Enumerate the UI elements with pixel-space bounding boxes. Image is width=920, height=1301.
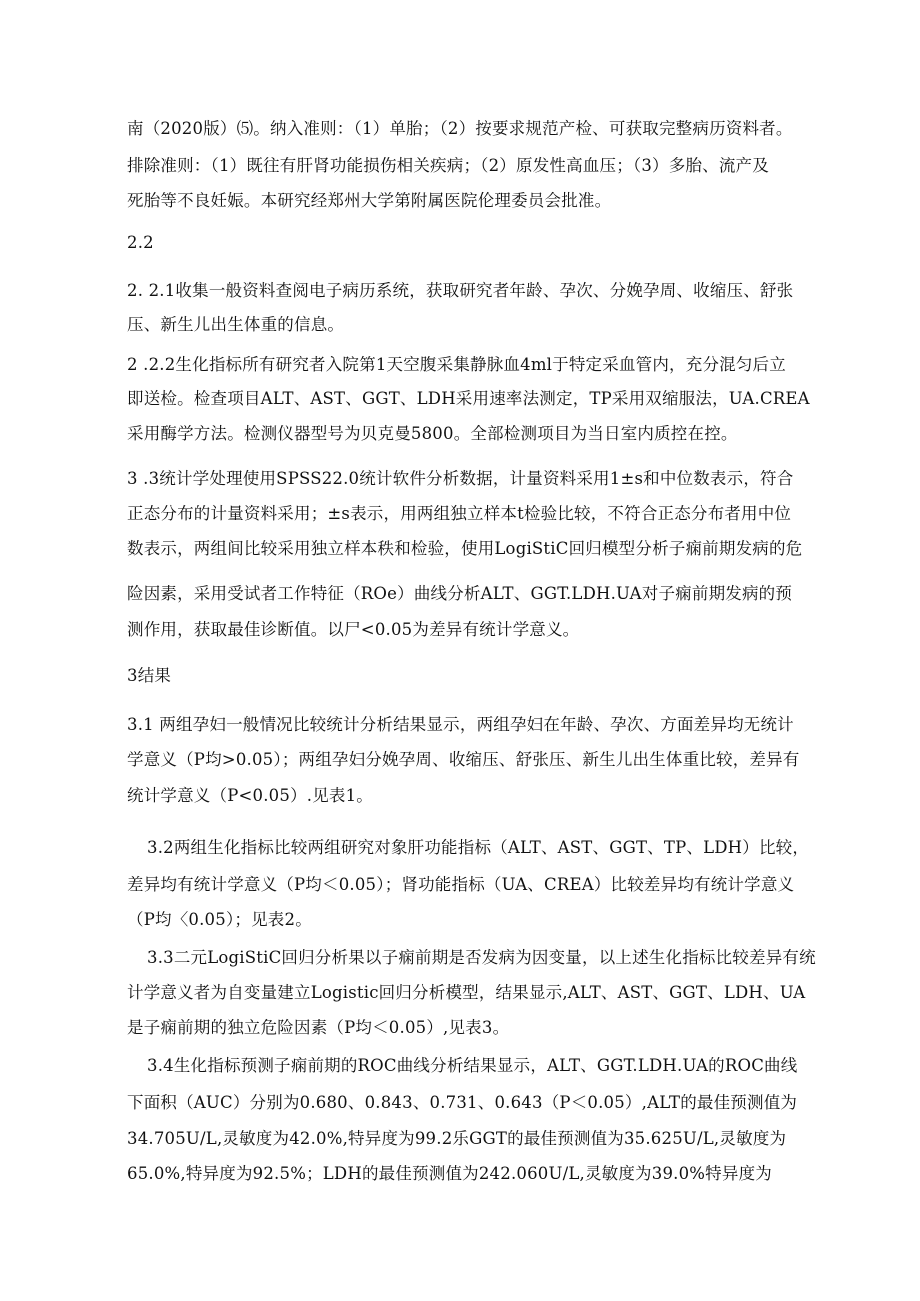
text-line: 65.0%,特异度为92.5%；LDH的最佳预测值为242.060U/L,灵敏度为39.0%特异度为 bbox=[127, 1164, 772, 1183]
text-line: （P均〈0.05）；见表2。 bbox=[127, 910, 312, 929]
text-line: 压、新生儿出生体重的信息。 bbox=[127, 315, 345, 334]
text-line: 3.4生化指标预测子痫前期的ROC曲线分析结果显示，ALT、GGT.LDH.UA的ROC曲线 bbox=[147, 1056, 798, 1075]
text-line: 34.705U/L,灵敏度为42.0%,特异度为99.2乐GGT的最佳预测值为35.625U/L,灵敏度为 bbox=[127, 1129, 787, 1148]
text-line: 死胎等不良妊娠。本研究经郑州大学第附属医院伦理委员会批准。 bbox=[127, 191, 612, 210]
text-line: 2 .2.2生化指标所有研究者入院第1天空腹采集静脉血4ml于特定采血管内，充分混匀后立 bbox=[127, 355, 786, 374]
text-line: 差异均有统计学意义（P均＜0.05）；肾功能指标（UA、CREA）比较差异均有统计学意义 bbox=[127, 875, 795, 894]
text-line: 3.1 两组孕妇一般情况比较统计分析结果显示，两组孕妇在年龄、孕次、方面差异均无统计 bbox=[127, 715, 794, 734]
text-line: 下面积（AUC）分别为0.680、0.843、0.731、0.643（P＜0.05）,ALT的最佳预测值为 bbox=[127, 1093, 798, 1112]
text-line: 3.3二元LogiStiC回归分析果以子痫前期是否发病为因变量，以上述生化指标比较差异有统 bbox=[147, 948, 816, 967]
section-heading: 3结果 bbox=[127, 666, 172, 685]
text-line: 南（2020版）⑸。纳入准则：（1）单胎；（2）按要求规范产检、可获取完整病历资料者。 bbox=[127, 119, 793, 138]
text-line: 采用酶学方法。检测仪器型号为贝克曼5800。全部检测项目为当日室内质控在控。 bbox=[127, 424, 738, 443]
text-line: 学意义（P均>0.05）；两组孕妇分娩孕周、收缩压、舒张压、新生儿出生体重比较，差异有 bbox=[127, 750, 800, 769]
text-line: 2. 2.1收集一般资料查阅电子病历系统，获取研究者年龄、孕次、分娩孕周、收缩压、舒张 bbox=[127, 281, 794, 300]
text-line: 即送检。检查项目ALT、AST、GGT、LDH采用速率法测定，TP采用双缩服法，UA.CREA bbox=[127, 389, 810, 408]
text-line: 正态分布的计量资料采用；±s表示，用两组独立样本t检验比较，不符合正态分布者用中位 bbox=[127, 504, 792, 523]
text-line: 3.2两组生化指标比较两组研究对象肝功能指标（ALT、AST、GGT、TP、LDH）比较， bbox=[147, 838, 810, 857]
text-line: 排除准则：（1）既往有肝肾功能损伤相关疾病；（2）原发性高血压；（3）多胎、流产及 bbox=[127, 156, 769, 175]
text-line: 3 .3统计学处理使用SPSS22.0统计软件分析数据，计量资料采用1±s和中位数表示，符合 bbox=[127, 469, 794, 488]
text-line: 计学意义者为自变量建立Logistic回归分析模型，结果显示,ALT、AST、GGT、LDH、UA bbox=[127, 983, 806, 1002]
section-heading: 2.2 bbox=[127, 233, 154, 252]
text-line: 是子痫前期的独立危险因素（P均＜0.05）,见表3。 bbox=[127, 1018, 510, 1037]
text-line: 测作用，获取最佳诊断值。以尸<0.05为差异有统计学意义。 bbox=[127, 620, 580, 639]
text-line: 统计学意义（P<0.05）.见表1。 bbox=[127, 786, 374, 805]
text-line: 险因素，采用受试者工作特征（ROe）曲线分析ALT、GGT.LDH.UA对子痫前期发病的预 bbox=[127, 584, 793, 603]
text-line: 数表示，两组间比较采用独立样本秩和检验，使用LogiStiC回归模型分析子痫前期发病的危 bbox=[127, 539, 803, 558]
